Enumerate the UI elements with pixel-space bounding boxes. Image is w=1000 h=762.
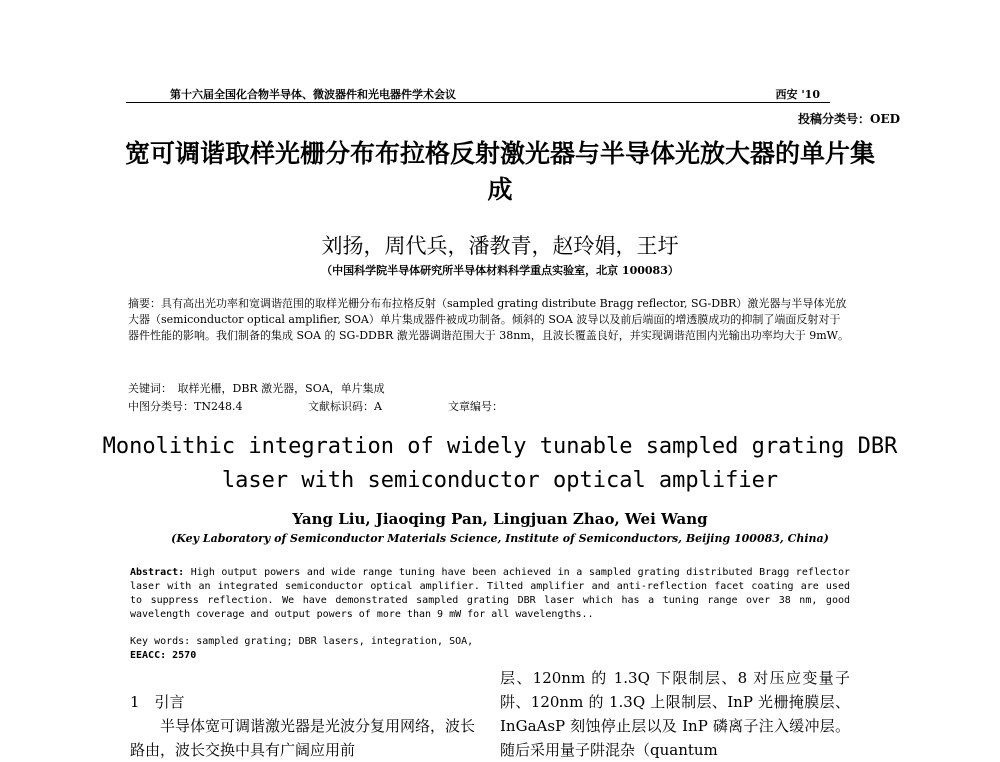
title-chinese: 宽可调谐取样光栅分布布拉格反射激光器与半导体光放大器的单片集成 (124, 139, 875, 204)
clc-number: 中图分类号：TN248.4 (128, 400, 243, 413)
authors-chinese: 刘扬，周代兵，潘教青，赵玲娟，王圩 (321, 234, 679, 258)
section-heading: 1 引言 (130, 693, 185, 711)
abstract-text: High output powers and wide range tuning have been achieved in a sampled grating distributed Bragg reflector laser with an integrated semiconductor optical amplifier. Tilted amplifier and anti-reflection facet coating are used to suppress reflection. We have demonstrated sampled grating DBR laser which has a tuning range over 38 nm, good wavelength coverage and output powers of more than 9 mW for all wavelengths.. (130, 567, 850, 620)
authors-english: Yang Liu, Jiaoqing Pan, Lingjuan Zhao, Wei Wang (292, 510, 708, 528)
abstract-english (130, 566, 850, 622)
article-number: 文章编号： (448, 400, 503, 413)
conference-name: 第十六届全国化合物半导体、微波器件和光电器件学术会议 (170, 88, 456, 101)
title-english: Monolithic integration of widely tunable sampled grating DBR laser with semiconductor optical amplifier (102, 434, 898, 493)
keywords-english: Key words: sampled grating; DBR lasers, integration, SOA, (130, 636, 474, 647)
keywords-chinese: 关键词： 取样光栅，DBR 激光器，SOA，单片集成 (128, 382, 385, 395)
affiliation-chinese: （中国科学院半导体研究所半导体材料科学重点实验室，北京 100083） (321, 264, 679, 277)
body-paragraph-left: 半导体宽可调谐激光器是光波分复用网络，波长路由，波长交换中具有广阔应用前 (130, 717, 476, 759)
affiliation-english: (Key Laboratory of Semiconductor Materials Science, Institute of Semiconductors, Beijing 100083, China) (171, 532, 829, 545)
classification-number: 投稿分类号：OED (797, 112, 900, 126)
conference-location: 西安 '10 (775, 88, 820, 101)
header-rule (126, 102, 830, 103)
abstract-chinese: 摘要：具有高出光功率和宽调谐范围的取样光栅分布布拉格反射（sampled grating distribute Bragg reflector, SG-DBR）激光器与半导体光放大器（semiconductor optical amplifier, SOA）单片集成器件被成功制备。倾斜的 SOA 波导以及前后端面的增透膜成功的抑制了端面反射对于器件性能的影响。我们制备的集成 SOA 的 SG-DDBR 激光器调谐范围大于 38nm，且波长覆盖良好，并实现调谐范围内光输出功率均大于 9mW。 (128, 297, 849, 342)
abstract-label: Abstract: (130, 567, 185, 578)
eeacc-code: EEACC: 2570 (130, 650, 197, 661)
body-paragraph-right: 层、120nm 的 1.3Q 下限制层、8 对压应变量子阱、120nm 的 1.3Q 上限制层、InP 光栅掩膜层、InGaAsP 刻蚀停止层以及 InP 磷离子注入缓冲层。随后采用量子阱混杂（quantum (500, 669, 850, 759)
document-code: 文献标识码：A (308, 400, 382, 413)
classification-meta (128, 398, 828, 414)
running-header (130, 84, 820, 102)
